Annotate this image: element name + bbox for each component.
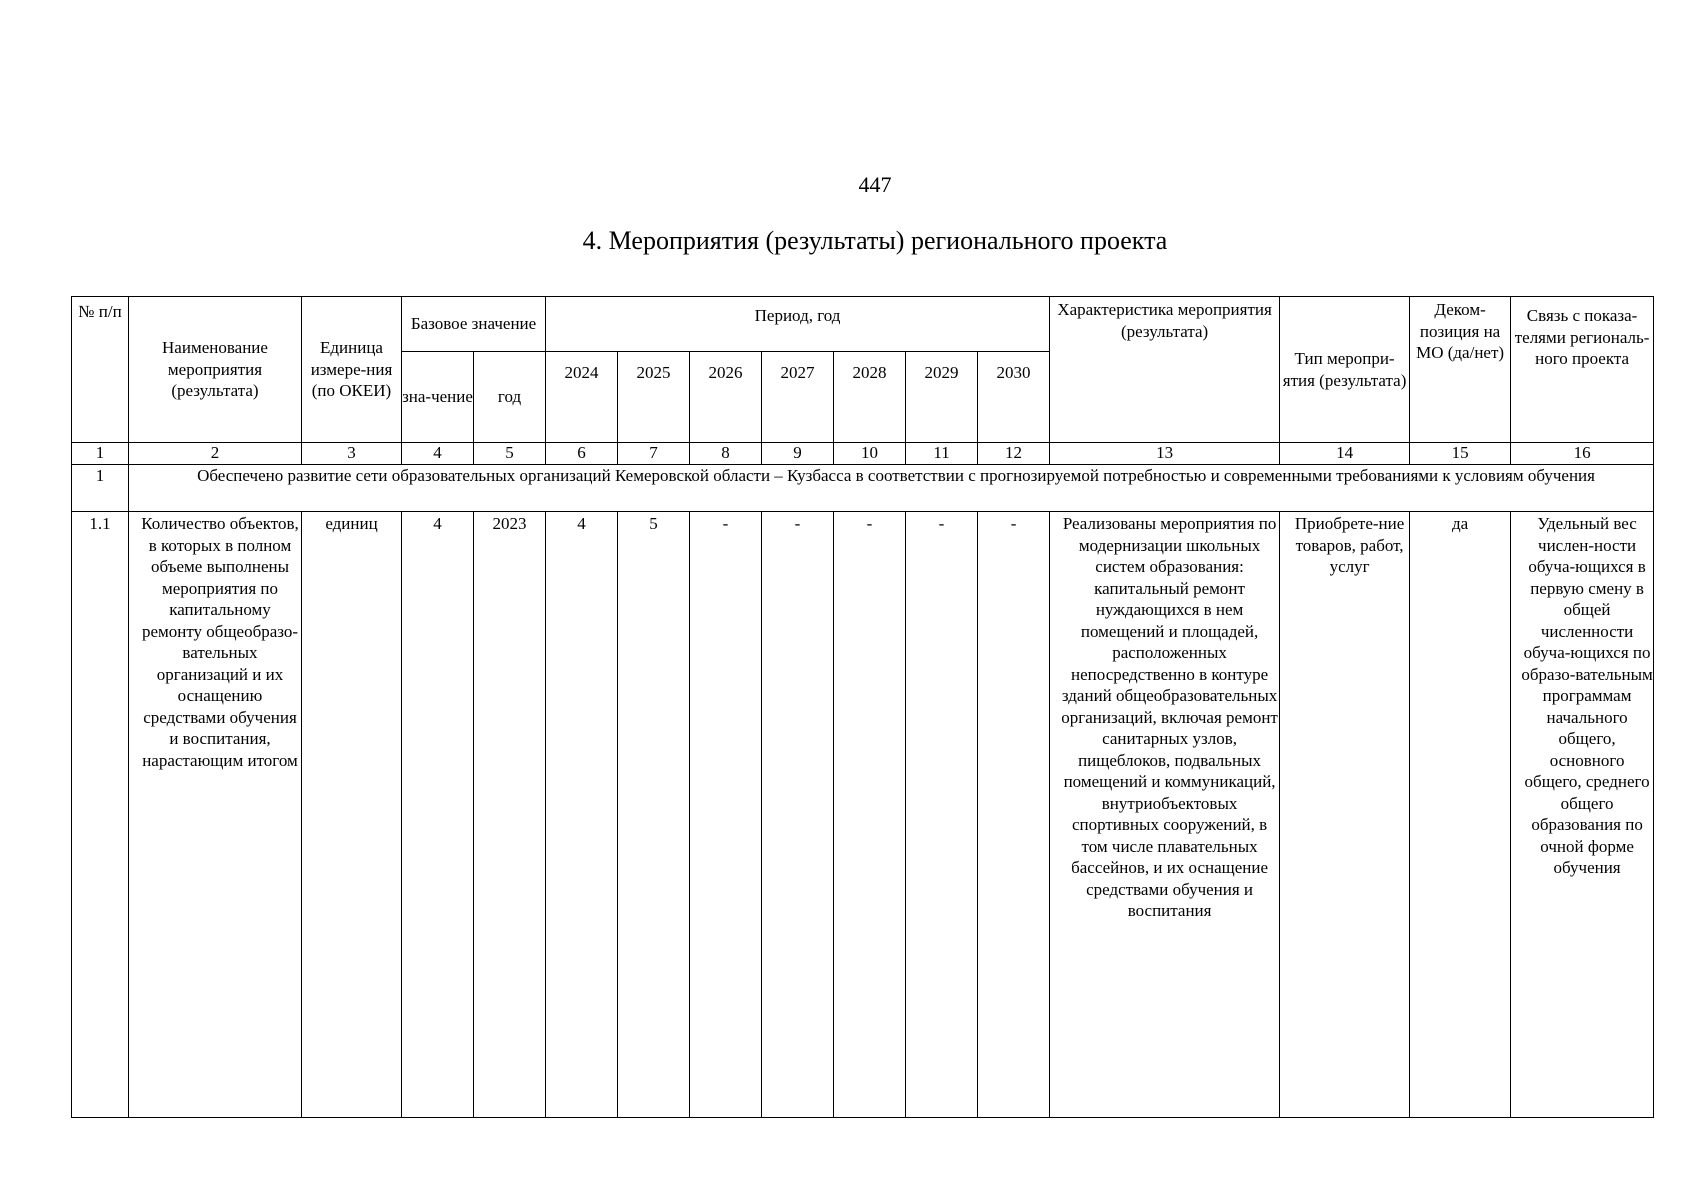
column-number: 14 — [1280, 443, 1410, 465]
column-number: 11 — [906, 443, 978, 465]
column-number: 1 — [72, 443, 129, 465]
document-title: 4. Мероприятия (результаты) регионального проекта — [582, 226, 1168, 255]
header-base-year: год — [474, 352, 546, 443]
row-num: 1.1 — [72, 512, 129, 1118]
column-number: 10 — [834, 443, 906, 465]
row-year-value: 4 — [546, 512, 618, 1118]
header-num: № п/п — [72, 297, 129, 443]
column-number: 6 — [546, 443, 618, 465]
column-number: 3 — [302, 443, 402, 465]
row-year-value: 5 — [618, 512, 690, 1118]
row-year-value: - — [978, 512, 1050, 1118]
header-base: Базовое значение — [402, 297, 546, 352]
row-year-value: - — [690, 512, 762, 1118]
header-decomp: Деком-позиция на МО (да/нет) — [1410, 297, 1511, 443]
column-number: 9 — [762, 443, 834, 465]
header-row-1 — [72, 297, 1654, 352]
row-type: Приобрете-ние товаров, работ, услуг — [1280, 512, 1410, 1118]
row-unit: единиц — [302, 512, 402, 1118]
column-number: 16 — [1511, 443, 1654, 465]
column-number: 12 — [978, 443, 1050, 465]
row-year-value: - — [906, 512, 978, 1118]
row-year-value: - — [762, 512, 834, 1118]
row-decomp: да — [1410, 512, 1511, 1118]
header-year: 2028 — [834, 352, 906, 443]
header-name: Наименование мероприятия (результата) — [129, 297, 302, 443]
row-link: Удельный вес числен-ности обуча-ющихся в первую смену в общей численности обуча-ющихся по образо-вательным программам начального общего, основного общего, среднего общего образования по очной форме обучения — [1511, 512, 1654, 1118]
header-link: Связь с показа-телями региональ-ного проекта — [1511, 297, 1654, 443]
section-title: Обеспечено развитие сети образовательных организаций Кемеровской области – Кузбасса в соответствии с прогнозируемой потребностью и современными требованиями к условиям обучения — [129, 465, 1654, 512]
row-base-value: 4 — [402, 512, 474, 1118]
header-year: 2025 — [618, 352, 690, 443]
page-number: 447 — [858, 172, 892, 197]
measures-table — [71, 296, 1654, 1118]
header-type: Тип меропри-ятия (результата) — [1280, 297, 1410, 443]
header-year: 2029 — [906, 352, 978, 443]
column-number: 15 — [1410, 443, 1511, 465]
row-characteristic: Реализованы мероприятия по модернизации школьных систем образования: капитальный ремонт нуждающихся в нем помещений и площадей, расположенных непосредственно в контуре зданий общеобразовательных организаций, включая ремонт санитарных узлов, пищеблоков, подвальных помещений и коммуникаций, внутриобъектовых спортивных сооружений, в том числе плавательных бассейнов, и их оснащение средствами обучения и воспитания — [1050, 512, 1280, 1118]
column-number: 8 — [690, 443, 762, 465]
header-base-value: зна-чение — [402, 352, 474, 443]
section-row — [72, 465, 1654, 512]
column-number: 4 — [402, 443, 474, 465]
header-year: 2030 — [978, 352, 1050, 443]
column-number: 5 — [474, 443, 546, 465]
row-name: Количество объектов, в которых в полном объеме выполнены мероприятия по капитальному ремонту общеобразо-вательных организаций и их оснащению средствами обучения и воспитания, нарастающим итогом — [129, 512, 302, 1118]
column-number: 7 — [618, 443, 690, 465]
header-year: 2026 — [690, 352, 762, 443]
header-period: Период, год — [546, 297, 1050, 352]
column-number: 2 — [129, 443, 302, 465]
header-year: 2024 — [546, 352, 618, 443]
header-year: 2027 — [762, 352, 834, 443]
header-characteristic: Характеристика мероприятия (результата) — [1050, 297, 1280, 443]
table-row — [72, 512, 1654, 1118]
column-number-row — [72, 443, 1654, 465]
column-number: 13 — [1050, 443, 1280, 465]
section-num: 1 — [72, 465, 129, 512]
header-unit: Единица измере-ния (по ОКЕИ) — [302, 297, 402, 443]
row-base-year: 2023 — [474, 512, 546, 1118]
row-year-value: - — [834, 512, 906, 1118]
